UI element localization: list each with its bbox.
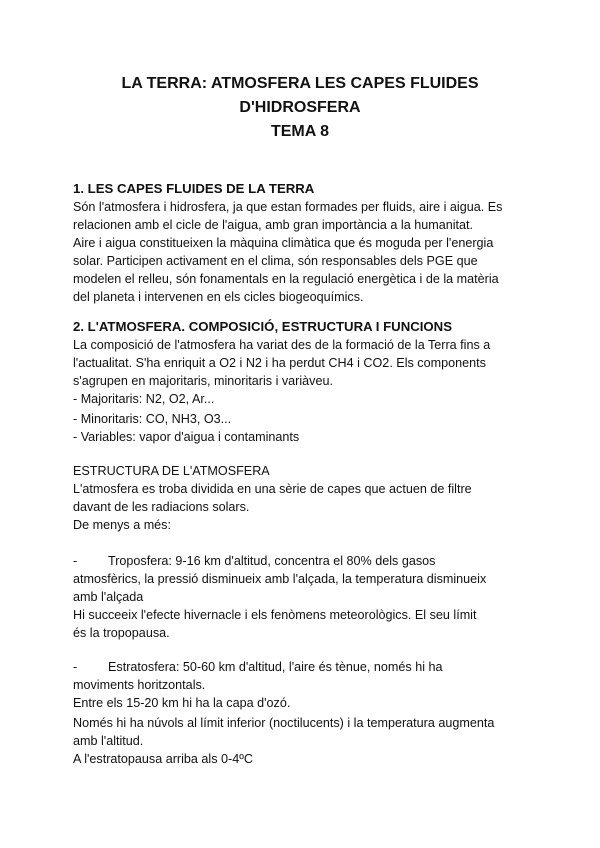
section-2-line: s'agrupen en majoritaris, minoritaris i variàveu.	[73, 374, 333, 388]
estratosfera-line: Només hi ha núvols al límit inferior (noctilucents) i la temperatura augmenta	[73, 716, 495, 730]
section-1-line: Aire i aigua constitueixen la màquina climàtica que és moguda per l'energia	[73, 236, 494, 250]
troposfera-line: atmosfèrics, la pressió disminueix amb l'alçada, la temperatura disminueix	[73, 572, 487, 586]
structure-heading: ESTRUCTURA DE L'ATMOSFERA	[73, 464, 270, 478]
title-line-2: D'HIDROSFERA	[239, 99, 361, 116]
composition-list-item: - Minoritaris: CO, NH3, O3...	[73, 412, 232, 426]
section-1-line: Són l'atmosfera i hidrosfera, ja que estan formades per fluids, aire i aigua. Es	[73, 200, 503, 214]
title-line-1: LA TERRA: ATMOSFERA LES CAPES FLUIDES	[121, 75, 479, 92]
structure-line: davant de les radiacions solars.	[73, 500, 250, 514]
document-title	[60, 72, 540, 144]
section-2-heading: 2. L'ATMOSFERA. COMPOSICIÓ, ESTRUCTURA I FUNCIONS	[73, 319, 452, 334]
section-1-line: del planeta i intervenen en els cicles biogeoquímics.	[73, 290, 364, 304]
structure-line: De menys a més:	[73, 518, 171, 532]
section-1-heading: 1. LES CAPES FLUIDES DE LA TERRA	[73, 181, 315, 196]
troposfera-bullet: -	[73, 554, 78, 568]
section-1-line: solar. Participen activament en el clima, són responsables dels PGE que	[73, 254, 478, 268]
section-2-line: La composició de l'atmosfera ha variat des de la formació de la Terra fins a	[73, 338, 491, 352]
composition-list-item: - Majoritaris: N2, O2, Ar...	[73, 392, 215, 406]
troposfera-line: Hi succeeix l'efecte hivernacle i els fenòmens meteorològics. El seu límit	[73, 608, 477, 622]
estratosfera-line: A l'estratopausa arriba als 0-4ºC	[73, 752, 253, 766]
estratosfera-line: Entre els 15-20 km hi ha la capa d'ozó.	[73, 696, 291, 710]
estratosfera-line: moviments horitzontals.	[73, 678, 206, 692]
troposfera-first-line: Troposfera: 9-16 km d'altitud, concentra el 80% dels gasos	[108, 554, 436, 568]
section-2-line: l'actualitat. S'ha enriquit a O2 i N2 i ha perdut CH4 i CO2. Els components	[73, 356, 486, 370]
section-1-line: relacionen amb el cicle de l'aigua, amb gran importància a la humanitat.	[73, 218, 474, 232]
estratosfera-first-line: Estratosfera: 50-60 km d'altitud, l'aire és tènue, només hi ha	[108, 660, 443, 674]
troposfera-line: amb l'alçada	[73, 590, 144, 604]
estratosfera-bullet: -	[73, 660, 78, 674]
estratosfera-line: amb l'altitud.	[73, 734, 144, 748]
troposfera-line: és la tropopausa.	[73, 626, 170, 640]
structure-line: L'atmosfera es troba dividida en una sèrie de capes que actuen de filtre	[73, 482, 472, 496]
composition-list-item: - Variables: vapor d'aigua i contaminants	[73, 430, 300, 444]
title-line-3: TEMA 8	[270, 123, 330, 140]
section-1-line: modelen el relleu, són fonamentals en la regulació energètica i de la matèria	[73, 272, 499, 286]
